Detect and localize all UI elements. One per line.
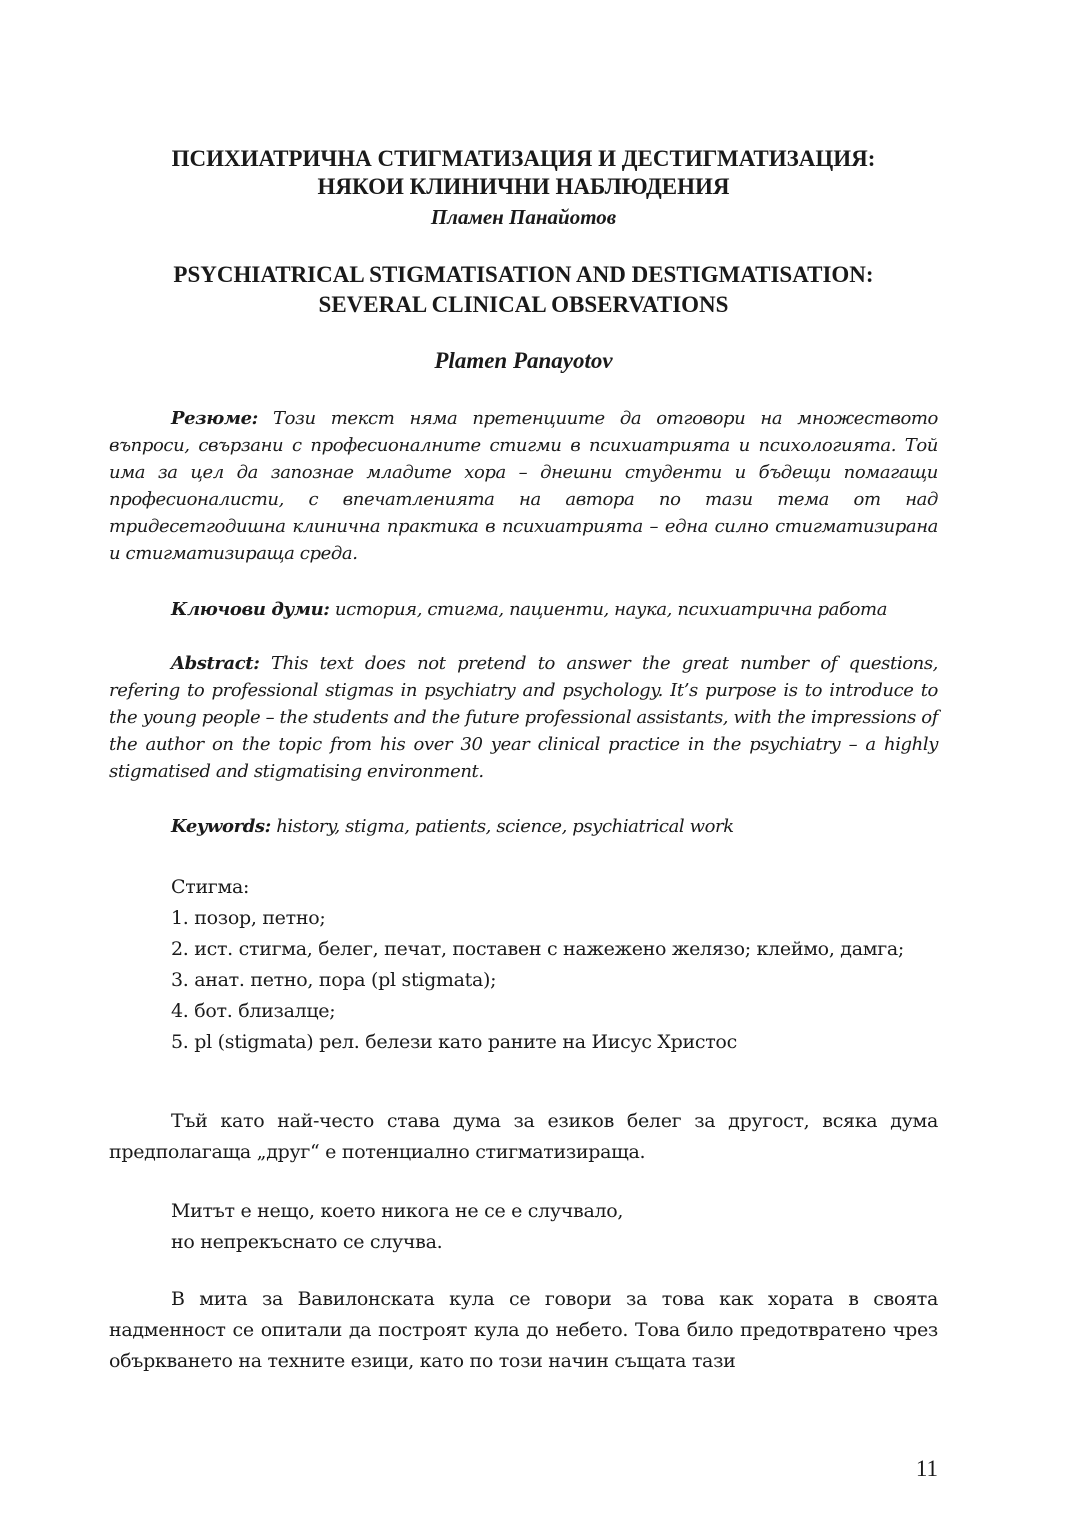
abstract-paragraph [109,650,938,785]
keywords-bulgarian [109,596,938,623]
keywords-bg-label: Ключови думи: [171,599,330,620]
title-bg-line2: НЯКОИ КЛИНИЧНИ НАБЛЮДЕНИЯ [317,174,730,199]
definition-item: 3. анат. петно, пора (pl stigmata); [171,969,497,991]
title-bg-line1: ПСИХИАТРИЧНА СТИГМАТИЗАЦИЯ И ДЕСТИГМАТИЗАЦИЯ: [171,146,876,171]
page-number: 11 [915,1456,938,1481]
title-en-line2: SEVERAL CLINICAL OBSERVATIONS [318,292,729,317]
page [109,0,938,1534]
definitions-heading: Стигма: [171,876,250,898]
keywords-english [109,813,938,840]
keywords-en-label: Keywords: [171,816,271,837]
myth-line1: Митът е нещо, което никога не се е случвало, [171,1200,624,1222]
body-paragraph: Тъй като най-често става дума за езиков белег за другост, всяка дума предполагаща „друг“ е потенциално стигматизираща. [109,1110,938,1163]
definition-item: 4. бот. близалце; [171,1000,336,1022]
author-english: Plamen Panayotov [434,348,613,373]
title-bulgarian [109,145,938,201]
abstract-text: This text does not pretend to answer the great number of questions, refering to professional stigmas in psychiatry and psychology. It’s purpose is to introduce to the young people – the students and the future professional assistants, with the impressions of the author on the topic from his over 30 year clinical practice in the psychiatry – a highly stigmatised and stigmatising environment. [109,653,938,782]
resume-label: Резюме: [171,408,258,429]
myth-line2: но непрекъснато се случва. [171,1231,443,1253]
keywords-bg-text: история, стигма, пациенти, наука, психиатрична работа [329,599,888,620]
definition-item: 2. ист. стигма, белег, печат, поставен с нажежено желязо; клеймо, дамга; [171,938,904,960]
resume-paragraph [109,405,938,567]
definition-item: 5. pl (stigmata) рел. белези като раните на Иисус Христос [171,1031,737,1053]
myth-quote [109,1196,938,1258]
author-bulgarian: Пламен Панайотов [430,205,617,229]
stigma-definitions [109,872,938,1058]
resume-text: Този текст няма претенциите да отговори на множеството въпроси, свързани с професионалните стигми в психиатрията и психологията. Той има за цел да запознае младите хора – днешни студенти и бъдещи помагащи професионалисти, с впечатленията на автора по тази тема от над тридесетгодишна клинична практика в психиатрията – една силно стигматизирана и стигматизираща среда. [109,408,938,564]
definition-item: 1. позор, петно; [171,907,326,929]
title-en-line1: PSYCHIATRICAL STIGMATISATION AND DESTIGMATISATION: [173,262,874,287]
keywords-en-text: history, stigma, patients, science, psychiatrical work [270,816,734,837]
title-english [109,260,938,320]
body-paragraph: В мита за Вавилонската кула се говори за това как хората в своята надменност се опитали да построят кула до небето. Това било предотвратено чрез объркването на техните езици, като по този начин същата тази [109,1288,938,1372]
abstract-label: Abstract: [171,653,260,674]
